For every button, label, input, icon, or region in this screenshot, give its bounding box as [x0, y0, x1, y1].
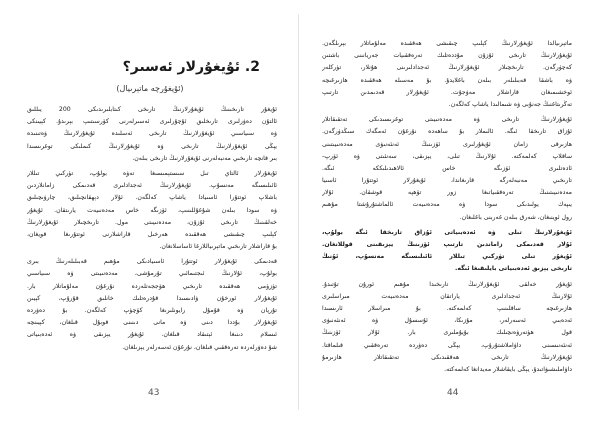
text-line: تەڭرىتاغنىڭ جەنۇبى ۋە شىمالىدا ياشاپ كەلگەن. [448, 100, 572, 108]
text-line: ئائىلىسىگە مەنسۇپ. ئۇيغۇرلارنىڭ ئەجدادلىرى قەدىمكى زامانلاردىن [27, 182, 277, 190]
text-paragraph [322, 114, 572, 224]
text-line: ئىسلام دىنىغا ئېتىقاد قىلغان. ئۇيغۇر يېزىقى ۋە ئەدەبىياتى [27, 331, 277, 339]
text-line: خەلقىنىڭ تارىخى ئۇزۇن، مەدەنىيىتى مول. تارىخچىلار ئۇيغۇرلارنىڭ [27, 218, 277, 226]
text-line: بولۇپ، ئۇلارنىڭ ئىجتىمائىي تۇرمۇشى، مەدەنىيىتى ۋە سىياسىي [27, 270, 277, 278]
text-line: ئۇيغۇر خەلقى ئۇيغۇرلارنىڭ تارىخىدا مۇھىم ئورۇن تۇتىدۇ. [322, 280, 572, 288]
text-line: ۋە باشقا قەبىلىلەر بىلەن باغلايدۇ. بۇ مەسىلە ھەققىدە ھازىرغىچە [322, 76, 572, 84]
page-number: 44 [447, 388, 459, 398]
text-paragraph [322, 227, 572, 276]
left-text-column [27, 104, 277, 357]
text-line: ئۇيغۇر تارىخىنىڭ ئۇيغۇرلارنىڭ تارىخى كىتابلىرىدىكى 200 يىللىق [27, 106, 277, 113]
text-line: ئادەتلىرى ئۆزىگە خاس ئالاھىدىلىككە ئىگە. [322, 164, 572, 172]
text-line: قول ھۈنەرۋەنچىلىك بۇيۇملىرى بار. ئۇلار ئۆزىنىڭ [322, 329, 572, 337]
text-paragraph [27, 256, 277, 354]
text-line: ئۇيغۇرلار بۇددا دىنى ۋە مانى دىنىنى قوبۇل قىلغان، كېيىنچە [27, 319, 277, 327]
book-gutter [298, 14, 299, 410]
text-line: ساقلاپ كەلمەكتە. ئۇلارنىڭ تىلى، يېزىقى، سەنئىتى ۋە ئۆرپ- [322, 152, 572, 160]
text-line: ئۇيغۇرلارنىڭ تارىخى ۋە مەدەنىيىتى توغرىسىدىكى تەتقىقاتلار [322, 116, 572, 124]
text-line: ئوخشىمىغان قاراشلار مەۋجۇت. ئۇيغۇرلار قەدىمدىن تارتىپ [322, 88, 572, 96]
text-line: مەدەنىيىتىنىڭ تەرەققىياتىغا زور تۆھپە قوشقان. ئۇلار [322, 189, 572, 197]
text-line: ئۇزاق تارىخقا ئىگە. ئالىملار بۇ ساھەدە نۇرغۇن ئەمگەك سىڭدۈرگەن. [322, 128, 572, 136]
text-line: داۋاملىشىۋاتىدۇ، يېڭى بايقاشلار مەيدانغا كەلمەكتە. [444, 365, 572, 373]
text-line: بىر قانچە تارىخىي مەنبەلەرنى ئۇيغۇرلارنىڭ تارىخى بىلەن. [132, 154, 277, 162]
text-line: ئۇيغۇرلارنىڭ تارىخى ئۇزۇن مۇددەتلىك تەرەققىيات جەريانىنى باشتىن [322, 52, 572, 60]
text-line: رول ئوينىغان، شەرق بىلەن غەربنى باغلىغان. [459, 213, 572, 221]
text-line: تۇرپان ۋە قۇمۇل رايونلىرىغا كۆچۈپ كەلگەن. بۇ دەۋردە [27, 307, 277, 314]
text-line: تارىخىي مەنبەلەرگە قارىغاندا، ئۇيغۇرلار ئوتتۇرا ئاسىيا [322, 177, 572, 185]
text-line: ئالتۇن دەۋرلىرى تارىخلىق ئۇچۇرلىرى ئەسىرلەرنى كۆرسىتىپ بېرىدۇ. كېيىنكى [27, 118, 277, 126]
text-line: ۋە سودا بىلەن شۇغۇللىنىپ، ئۆزىگە خاس مەدەنىيەت يارىتقان. ئۇيغۇر [27, 206, 277, 214]
text-line: ئۇلار قەدىمكى زاماندىن تارتىپ ئۆزىنىڭ يېزىقىنى قوللانغان. [322, 241, 572, 248]
chapter-heading: 2. ئۇيغۇرلار ئەسىر؟ [122, 59, 260, 75]
right-text-column [322, 38, 572, 379]
text-line: يىپەك يولىدىكى سودا ۋە مەدەنىيەت ئالماشتۇرۇشتا مۇھىم [322, 201, 572, 209]
text-line: تارىخى يېزىق ئەدەبىياتى بايلىقىغا ئىگە. [454, 265, 572, 273]
text-line: بۇ قاراشلار تارىخىي ماتېرىياللارغا ئاساسلانغان. [159, 243, 277, 251]
text-paragraph [322, 38, 572, 111]
text-line: ئۇيغۇرلارنىڭ تىلى ۋە ئەدەبىياتى ئۇزاق تارىخقا ئىگە بولۇپ، [322, 228, 572, 236]
text-line: ئۇيغۇرلار ئورخۇن ۋادىسىدا قۇدرەتلىك خانلىق قۇرۇپ، كېيىن [27, 294, 277, 302]
text-line: يېڭى ئۇيغۇرلارنىڭ تارىخى ۋە ئۇيغۇرلارنىڭ كىملىكى توغرىسىدا [27, 142, 277, 150]
text-line: شۇ دەۋرلەردە تەرەققىي قىلغان، نۇرغۇن ئەسەرلەر يېزىلغان. [122, 343, 277, 351]
text-line: ھازىرقى زامان ئۇيغۇرلىرى ئۆزىنىڭ ئەنئەنىۋى مەدەنىيىتىنى [322, 140, 572, 148]
text-line: ئۇيغۇرلارنىڭ تارىخى ھەققىدىكى تەتقىقاتلار ھازىرمۇ [322, 353, 572, 361]
text-paragraph [27, 104, 277, 165]
right-page [300, 0, 600, 424]
text-line: ھازىرغىچە ساقلىنىپ كەلمەكتە. بۇ مىراسلار ئارىسىدا [322, 304, 572, 312]
text-line: ۋە سىياسىي ئۇيغۇرلارنىڭ تارىخى ئەسلىدە ئۇيغۇرلارنىڭ ۋەتىنىدە [27, 130, 277, 138]
text-paragraph [322, 279, 572, 377]
text-line: قەدىمكى ئۇيغۇرلار ئوتتۇرا ئاسىيادىكى مۇھىم قەبىلىلەرنىڭ بىرى [27, 258, 277, 266]
text-line: ئۇيغۇر تىلى تۈركىي تىللار ئائىلىسىگە مەنسۇپ، ئۇنىڭ [322, 253, 572, 261]
text-line: ئۇلارنىڭ ئەجدادلىرى ياراتقان مەدەنىيەت مىراسلىرى [322, 292, 572, 300]
text-line: ئۇيغۇرلار ئالتاي تىل سىستېمىسىغا تەۋە بولۇپ، تۈركىي تىللار [27, 169, 277, 177]
text-line: كەچۈرگەن. تارىخچىلار ئۇيغۇرلارنىڭ ئەجدادلىرىنى ھۇنلار، تۈركلەر [322, 64, 572, 72]
text-paragraph [27, 168, 277, 253]
text-line: ماتېرىيالدا ئۇيغۇرلارنىڭ كېلىپ چىقىشى ھەققىدە مەلۇماتلار بېرىلگەن. [322, 40, 572, 47]
text-line: كېلىپ چىقىشى ھەققىدە ھەرخىل قاراشلارنى ئوتتۇرىغا قويغان، [27, 230, 277, 238]
page-number: 43 [148, 388, 160, 398]
text-line: ئەنئەنىسىنى داۋاملاشتۇرۇپ، يېڭى دەۋردە تەرەققىي قىلماقتا. [322, 341, 572, 349]
chapter-subheading: (ئۇيغۇرچە ماتېرىيال) [116, 84, 184, 93]
text-line: تۈزۈمى ھەققىدە تارىخىي ھۆججەتلەردە نۇرغۇن مەلۇماتلار بار. [27, 282, 277, 290]
text-line: ئەدەبىي ئەسەرلەر، مۇزىكا، ئۇسسۇل ۋە ئەنئەنىۋى [322, 317, 572, 325]
text-line: باشلاپ ئوتتۇرا ئاسىيادا ياشاپ كەلگەن. ئۇلار دېھقانچىلىق، چارۋىچىلىق [27, 194, 277, 202]
